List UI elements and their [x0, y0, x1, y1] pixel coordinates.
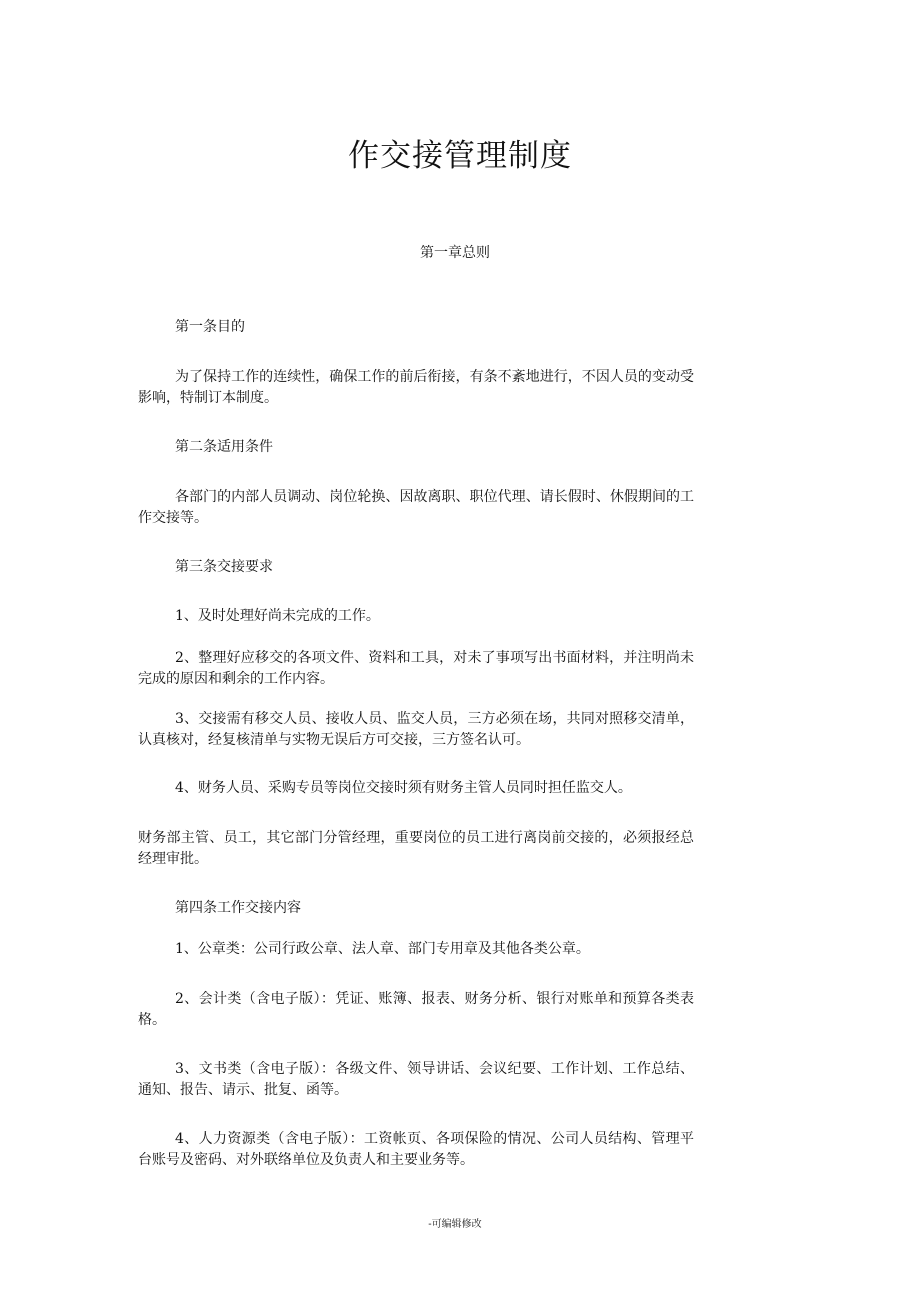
document-title: 作交接管理制度 — [348, 138, 572, 174]
article-3-item-1: 1、及时处理好尚未完成的工作。 — [175, 608, 380, 624]
article-4-item-1: 1、公章类：公司行政公章、法人章、部门专用章及其他各类公章。 — [175, 941, 590, 957]
article-2-body: 各部门的内部人员调动、岗位轮换、因故离职、职位代理、请长假时、休假期间的工作交接等。 — [138, 489, 694, 526]
article-3-heading: 第三条交接要求 — [175, 559, 273, 575]
article-3-item-2: 2、整理好应移交的各项文件、资料和工具，对未了事项写出书面材料，并注明尚未完成的原因和剩余的工作内容。 — [138, 650, 694, 687]
page-footer: -可编辑修改 — [428, 1219, 482, 1230]
article-3-item-4: 4、财务人员、采购专员等岗位交接时须有财务主管人员同时担任监交人。 — [175, 780, 632, 796]
article-3-note: 财务部主管、员工，其它部门分管经理，重要岗位的员工进行离岗前交接的，必须报经总经理审批。 — [138, 830, 694, 867]
article-4-heading: 第四条工作交接内容 — [175, 900, 301, 916]
article-4-item-3: 3、文书类（含电子版）：各级文件、领导讲话、会议纪要、工作计划、工作总结、通知、报告、请示、批复、函等。 — [138, 1061, 694, 1098]
chapter-heading: 第一章总则 — [420, 245, 490, 261]
article-1-heading: 第一条目的 — [175, 319, 245, 335]
article-1-body: 为了保持工作的连续性，确保工作的前后衔接，有条不紊地进行，不因人员的变动受影响，特制订本制度。 — [138, 369, 694, 406]
article-2-heading: 第二条适用条件 — [175, 439, 273, 455]
article-4-item-2: 2、会计类（含电子版）：凭证、账簿、报表、财务分析、银行对账单和预算各类表格。 — [138, 991, 694, 1028]
article-3-item-3: 3、交接需有移交人员、接收人员、监交人员，三方必须在场，共同对照移交清单，认真核对，经复核清单与实物无误后方可交接，三方签名认可。 — [138, 711, 694, 748]
article-4-item-4: 4、人力资源类（含电子版）：工资帐页、各项保险的情况、公司人员结构、管理平台账号及密码、对外联络单位及负责人和主要业务等。 — [138, 1131, 694, 1168]
